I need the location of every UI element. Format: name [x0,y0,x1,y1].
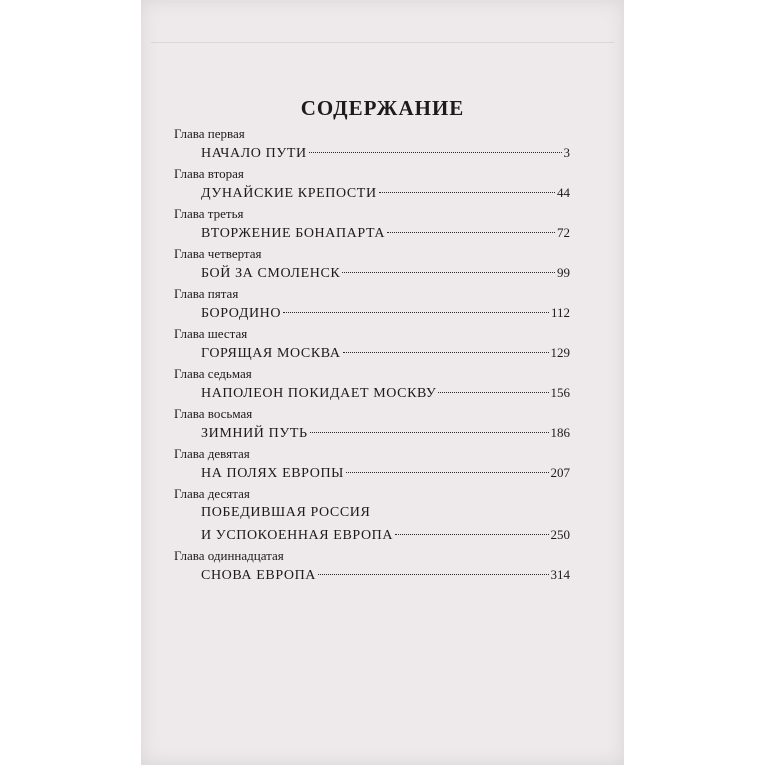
toc-entry [201,342,570,364]
chapter-title: ЗИМНИЙ ПУТЬ [201,426,308,441]
chapter-title: НАЧАЛО ПУТИ [201,146,307,161]
chapter-label: Глава одиннадцатая [174,548,284,563]
chapter-title: НА ПОЛЯХ ЕВРОПЫ [201,466,344,481]
dot-leader [387,232,555,233]
chapter-label: Глава пятая [174,286,239,301]
toc-entry [201,142,570,164]
page-number: 99 [557,265,570,280]
dot-leader [342,272,555,273]
toc-entry [201,422,570,444]
toc-chapter-4 [174,245,570,284]
chapter-title-line-1: ПОБЕДИВШАЯ РОССИЯ [201,505,371,520]
chapter-title: БОЙ ЗА СМОЛЕНСК [201,266,341,281]
toc-entry [201,524,570,546]
dot-leader [309,152,562,153]
page-number: 3 [563,145,570,160]
dot-leader [395,534,548,535]
toc-chapter-1 [174,125,570,164]
chapter-title: ДУНАЙСКИЕ КРЕПОСТИ [201,186,377,201]
toc-chapter-8 [174,405,570,444]
toc-chapter-6 [174,325,570,364]
toc-chapter-7 [174,365,570,404]
toc-entry [201,262,570,284]
dot-leader [343,352,549,353]
toc-entry [201,222,570,244]
dot-leader [310,432,549,433]
chapter-title: ВТОРЖЕНИЕ БОНАПАРТА [201,226,386,241]
page-number: 44 [557,185,570,200]
toc-chapter-9 [174,445,570,484]
chapter-label: Глава шестая [174,326,248,341]
table-of-contents [174,124,570,586]
chapter-label: Глава девятая [174,446,250,461]
toc-chapter-11 [174,547,570,586]
page-number: 156 [550,385,570,400]
page-number: 250 [550,527,570,542]
chapter-label: Глава вторая [174,166,244,181]
chapter-label: Глава седьмая [174,366,252,381]
page-number: 186 [550,425,570,440]
page-number: 207 [550,465,570,480]
toc-chapter-10 [174,485,570,546]
page-number: 112 [550,305,570,320]
toc-chapter-2 [174,165,570,204]
page-number: 72 [557,225,570,240]
dot-leader [379,192,555,193]
chapter-title: БОРОДИНО [201,306,282,321]
dot-leader [318,574,548,575]
chapter-title: И УСПОКОЕННАЯ ЕВРОПА [201,528,394,543]
toc-entry [201,462,570,484]
toc-chapter-3 [174,205,570,244]
toc-chapter-5 [174,285,570,324]
chapter-label: Глава восьмая [174,406,253,421]
chapter-label: Глава четвертая [174,246,262,261]
page-number: 314 [550,567,570,582]
chapter-title: СНОВА ЕВРОПА [201,568,317,583]
toc-title: СОДЕРЖАНИЕ [300,96,465,120]
dot-leader [438,392,548,393]
show-through-running-head [151,28,614,43]
toc-entry [201,382,570,404]
chapter-title: ГОРЯЩАЯ МОСКВА [201,346,341,361]
chapter-title: НАПОЛЕОН ПОКИДАЕТ МОСКВУ [201,386,437,401]
chapter-label: Глава десятая [174,486,250,501]
dot-leader [283,312,549,313]
toc-entry [201,182,570,204]
toc-entry [201,302,570,324]
chapter-label: Глава третья [174,206,244,221]
dot-leader [346,472,549,473]
page-number: 129 [550,345,570,360]
toc-entry [201,564,570,586]
chapter-label: Глава первая [174,126,245,141]
